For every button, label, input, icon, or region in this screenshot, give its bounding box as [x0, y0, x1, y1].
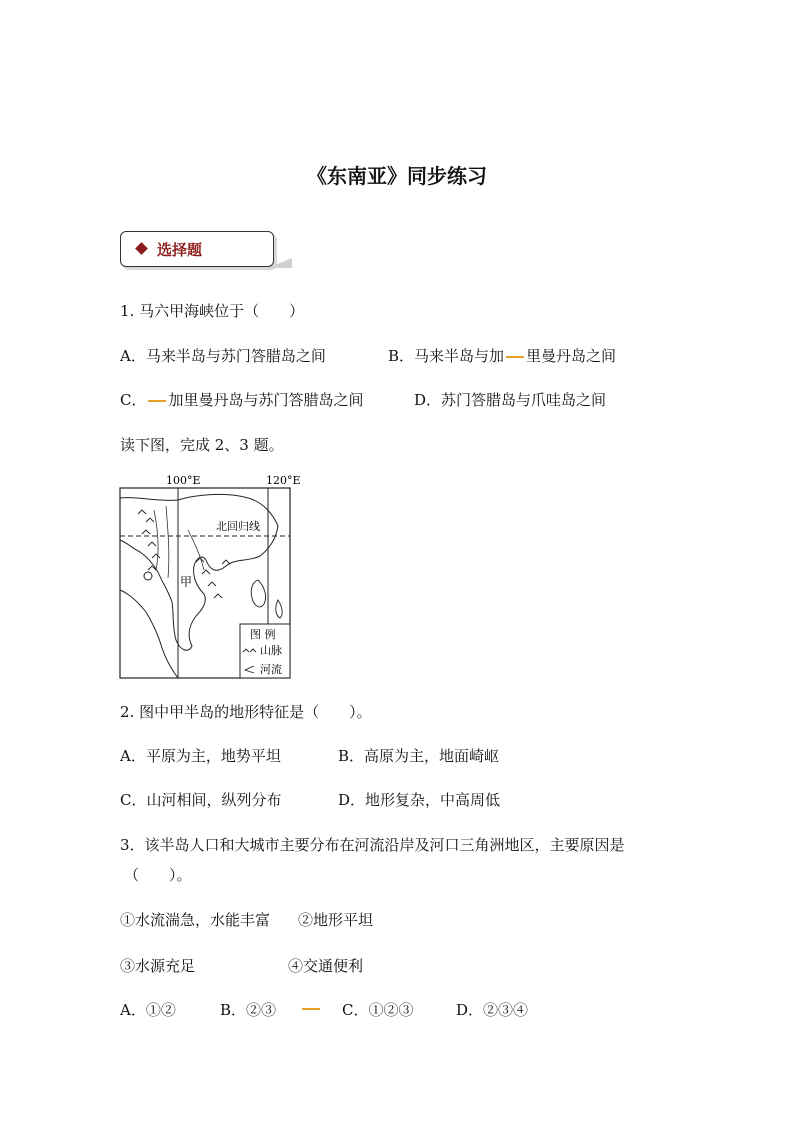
- q1-option-c-text1: C．: [120, 391, 147, 409]
- q3-statement-2: ②地形平坦: [298, 911, 374, 929]
- q3-option-b[interactable]: B．②③: [220, 1001, 277, 1019]
- dash-mark: [302, 1008, 320, 1010]
- q1-option-b-text1: B．马来半岛与加: [388, 347, 505, 365]
- q1-option-b[interactable]: [388, 345, 616, 366]
- q3-option-c[interactable]: C．①②③: [342, 1001, 414, 1019]
- q3-dash-mark: [302, 999, 320, 1017]
- legend-river: 河流: [260, 663, 282, 676]
- q2-option-d[interactable]: D．地形复杂，中高周低: [338, 791, 501, 809]
- q3-statement-3: ③水源充足: [120, 957, 196, 975]
- peninsula-label: 甲: [180, 575, 193, 589]
- question-1-stem: 1. 马六甲海峡位于（ ）: [120, 302, 305, 320]
- q1-option-a[interactable]: A．马来半岛与苏门答腊岛之间: [120, 347, 326, 365]
- q1-option-c-text2: 加里曼丹岛与苏门答腊岛之间: [168, 391, 364, 409]
- q3-statement-1: ①水流湍急，水能丰富: [120, 911, 271, 929]
- page-title: 《东南亚》同步练习: [307, 164, 487, 188]
- southeast-asia-map: [118, 470, 301, 682]
- map-intro: 读下图，完成 2、3 题。: [120, 436, 284, 454]
- q2-option-b[interactable]: B．高原为主，地面崎岖: [338, 747, 500, 765]
- q1-option-b-text2: 里曼丹岛之间: [526, 347, 617, 365]
- longitude-120-label: 120°E: [266, 474, 301, 487]
- city-marker: [144, 572, 152, 580]
- tropic-label: 北回归线: [216, 520, 260, 533]
- q2-option-a[interactable]: A．平原为主，地势平坦: [120, 747, 281, 765]
- dash-mark: [506, 356, 524, 358]
- q1-option-c[interactable]: [120, 389, 364, 410]
- q3-option-a[interactable]: A．①②: [120, 1001, 176, 1019]
- dash-mark: [148, 400, 166, 402]
- diamond-icon: [135, 242, 148, 255]
- question-2-stem: 2. 图中甲半岛的地形特征是（ ）。: [120, 703, 372, 721]
- legend-mountain: 山脉: [260, 644, 282, 657]
- longitude-100-label: 100°E: [166, 474, 201, 487]
- q2-option-c[interactable]: C．山河相间，纵列分布: [120, 791, 282, 809]
- question-3-stem-cont: （ ）。: [124, 866, 192, 884]
- legend-title: 图 例: [250, 628, 276, 641]
- section-label: 选择题: [157, 241, 203, 259]
- question-3-stem: 3．该半岛人口和大城市主要分布在河流沿岸及河口三角洲地区，主要原因是: [120, 836, 625, 854]
- sumatra-coast: [120, 590, 178, 678]
- section-tail-decoration: [268, 258, 292, 268]
- q3-option-d[interactable]: D．②③④: [456, 1001, 529, 1019]
- q3-statement-4: ④交通便利: [288, 957, 364, 975]
- islands: [251, 580, 282, 618]
- section-header: [120, 231, 274, 267]
- river-lines: [154, 506, 204, 578]
- q1-option-d[interactable]: D．苏门答腊岛与爪哇岛之间: [414, 391, 607, 409]
